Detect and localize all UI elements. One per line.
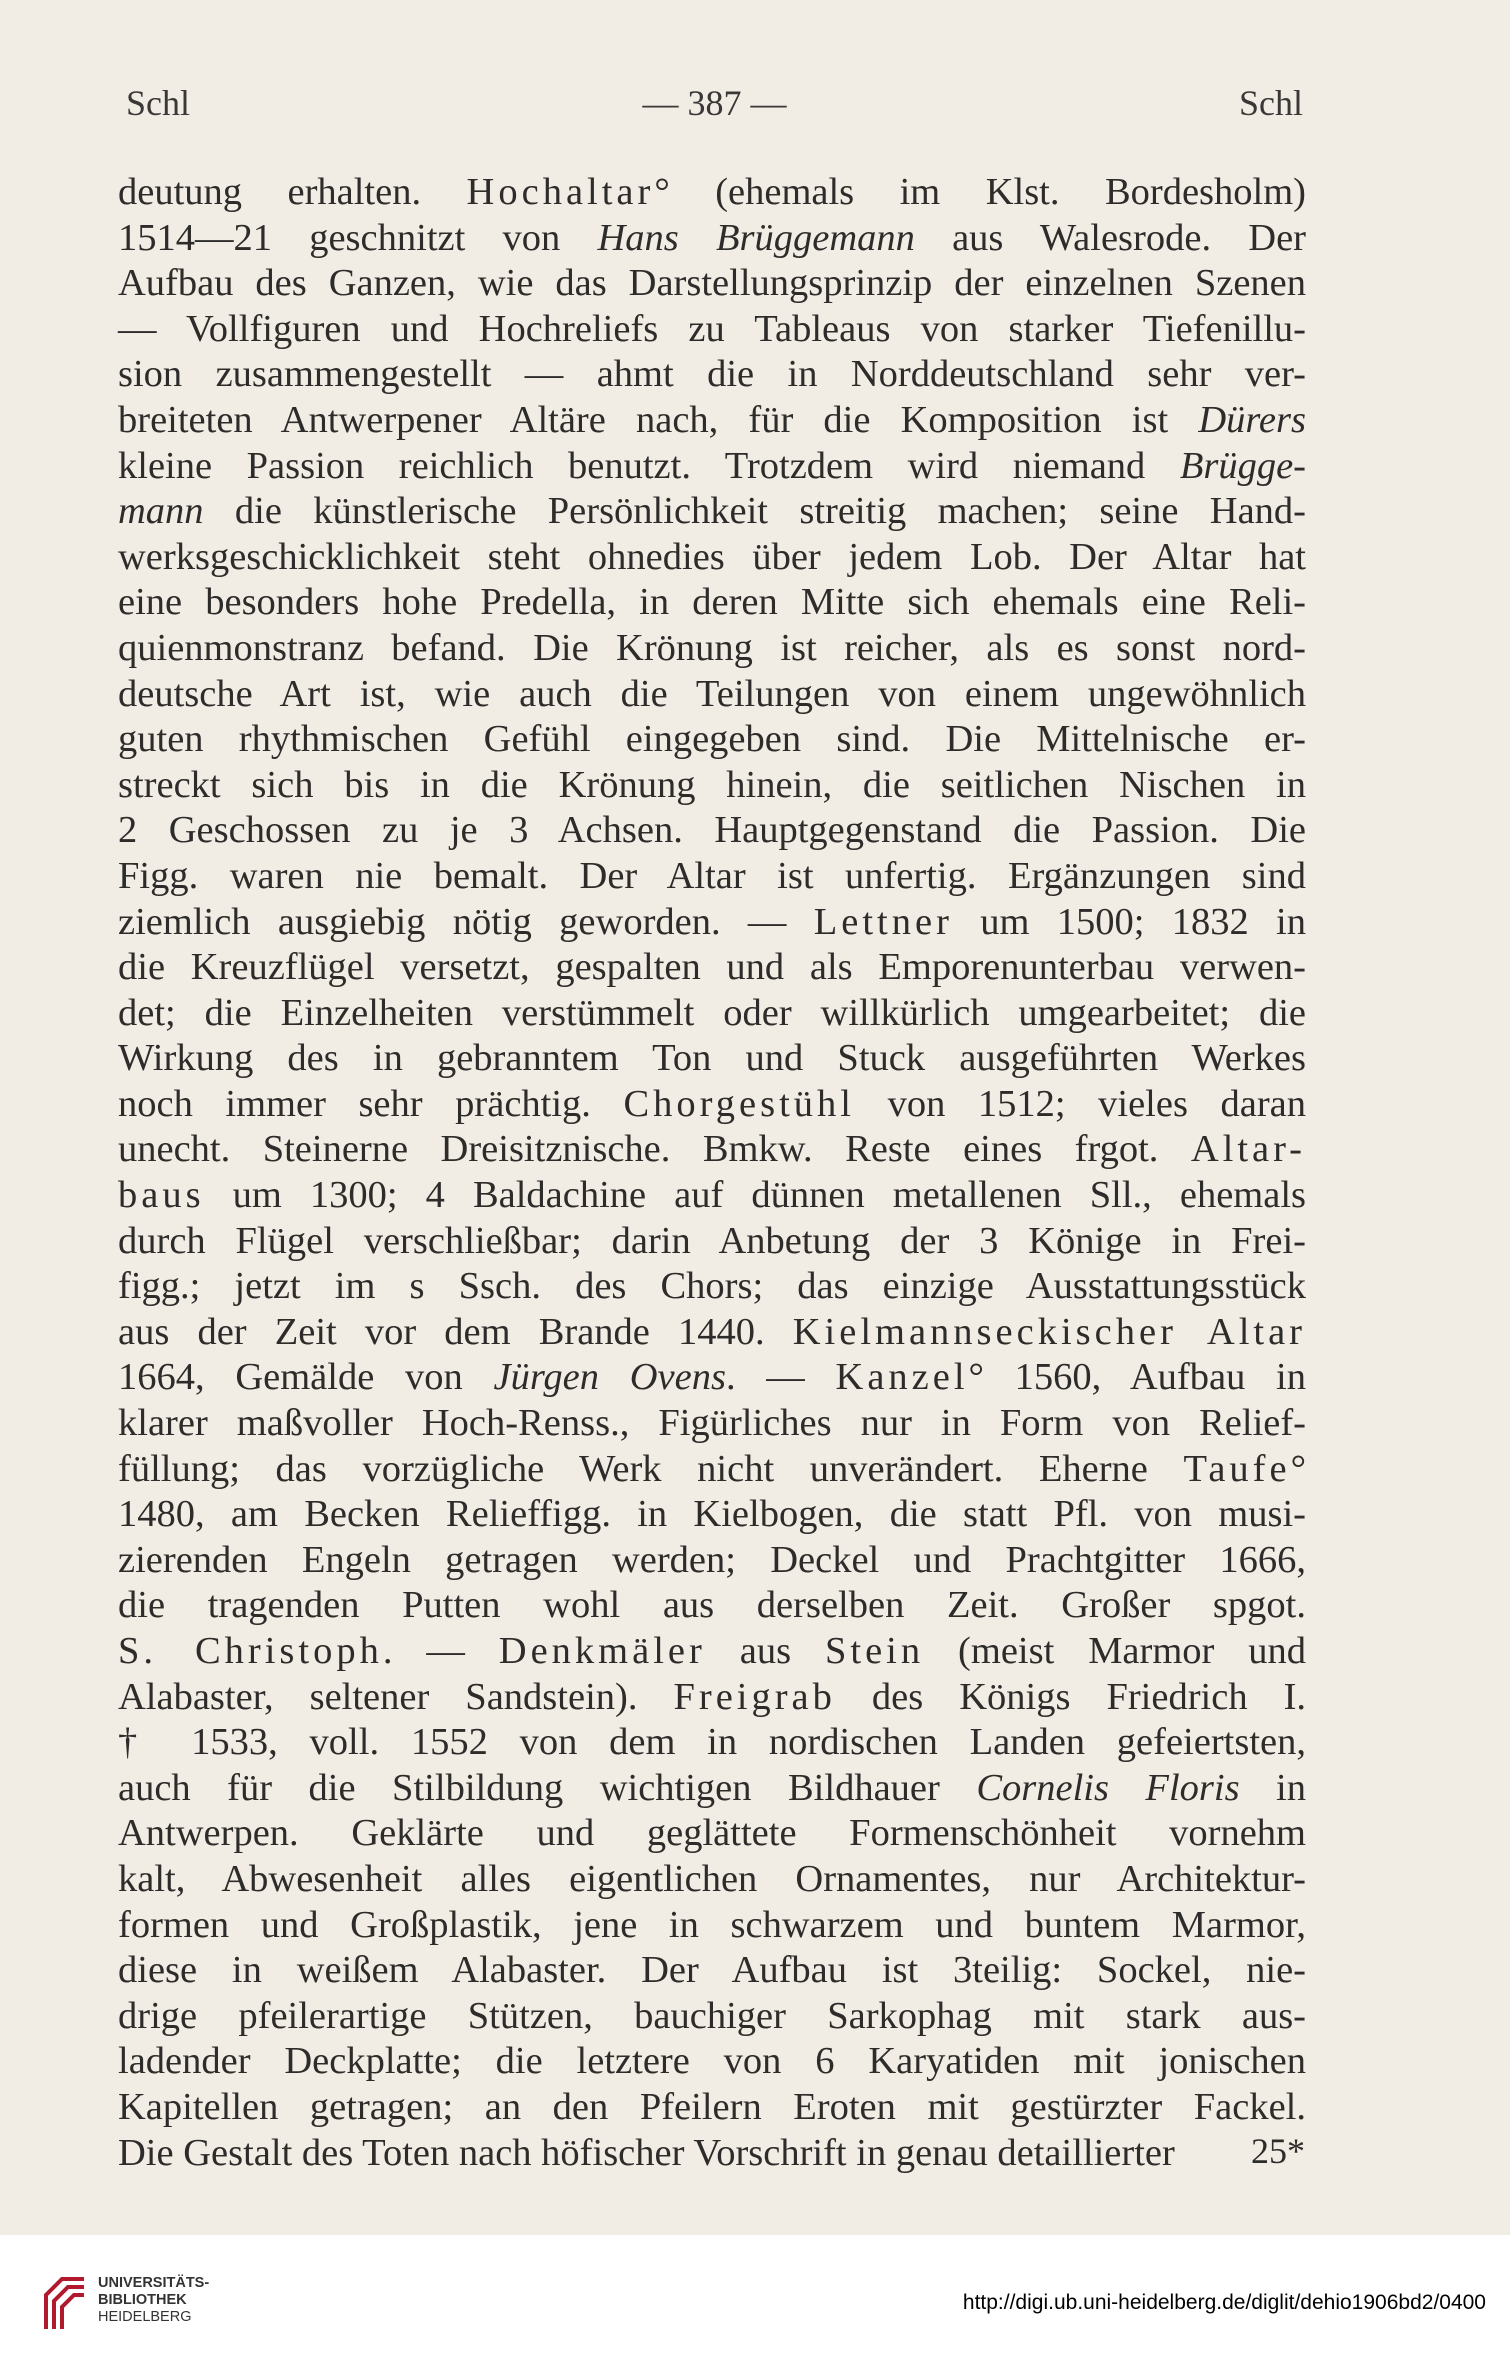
text-line: [118, 717, 1306, 763]
text-run: kalt, Abwesenheit alles eigentlichen Ornamentes, nur Architektur-: [118, 1857, 1306, 1900]
text-line: [118, 1082, 1306, 1128]
text-line: [118, 170, 1306, 216]
text-line: [118, 1811, 1306, 1857]
text-run: aus der Zeit vor dem Brande 1440.: [118, 1310, 793, 1353]
text-run: ladender Deckplatte; die letztere von 6 Karyatiden mit jonischen: [118, 2040, 1306, 2083]
text-line: [118, 580, 1306, 626]
page-header: [126, 82, 1303, 142]
text-run: noch immer sehr prächtig.: [118, 1082, 624, 1125]
text-run: quienmonstranz befand. Die Krönung ist reicher, als es sonst nord-: [118, 626, 1306, 669]
text-line: [118, 1903, 1306, 1949]
text-line: [118, 763, 1306, 809]
text-run: zierenden Engeln getragen werden; Deckel und Prachtgitter 1666,: [118, 1538, 1306, 1581]
text-run: kleine Passion reichlich benutzt. Trotzdem wird niemand: [118, 444, 1180, 487]
artist-name: mann: [118, 490, 204, 533]
text-line: [118, 991, 1306, 1037]
text-line: [118, 1720, 1306, 1766]
text-run: füllung; das vorzügliche Werk nicht unverändert. Eherne: [118, 1447, 1184, 1490]
text-line: [118, 1583, 1306, 1629]
body-text: [118, 170, 1306, 2176]
text-run: 1514—21 geschnitzt von: [118, 216, 598, 259]
spaced-term: Hochaltar: [466, 171, 655, 213]
text-line: [118, 626, 1306, 672]
text-run: deutsche Art ist, wie auch die Teilungen von einem ungewöhnlich: [118, 672, 1306, 715]
text-line: [118, 900, 1306, 946]
text-run: die künstlerische Persönlichkeit streitig machen; seine Hand-: [203, 490, 1306, 533]
text-line: [118, 1310, 1306, 1356]
text-run: — Vollfiguren und Hochreliefs zu Tableaus von starker Tiefenillu-: [118, 307, 1306, 350]
spaced-term: Kielmannseckischer Altar: [792, 1310, 1306, 1353]
text-line: [118, 1766, 1306, 1812]
text-run: um 1500; 1832 in: [952, 900, 1306, 943]
text-run: Wirkung des in gebranntem Ton und Stuck ausgeführten Werkes: [118, 1037, 1306, 1080]
text-line: [118, 444, 1306, 490]
spaced-term: Stein: [824, 1630, 925, 1672]
text-run: des Königs Friedrich I.: [835, 1675, 1307, 1718]
spaced-term: Chorgestühl: [623, 1082, 856, 1125]
text-run: Antwerpen. Geklärte und geglättete Formenschönheit vornehm: [118, 1812, 1306, 1855]
text-line: [118, 2131, 1306, 2177]
text-run: aus Walesrode. Der: [914, 216, 1306, 259]
running-head-right: Schl: [1238, 83, 1303, 123]
text-run: in: [1239, 1766, 1306, 1809]
artist-name: Cornelis Floris: [976, 1766, 1240, 1809]
text-line: [118, 1948, 1306, 1994]
text-run: Aufbau des Ganzen, wie das Darstellungsprinzip der einzelnen Szenen: [118, 262, 1306, 305]
spaced-term: Altar-: [1190, 1128, 1306, 1171]
text-run: ° 1560, Aufbau in: [968, 1356, 1307, 1399]
text-line: [118, 808, 1306, 854]
text-line: [118, 1036, 1306, 1082]
text-line: [118, 1857, 1306, 1903]
text-line: [118, 398, 1306, 444]
text-run: figg.; jetzt im s Ssch. des Chors; das einzige Ausstattungsstück: [118, 1265, 1306, 1308]
artist-name: Dürers: [1198, 398, 1306, 441]
text-run: formen und Großplastik, jene in schwarzem und buntem Marmor,: [118, 1903, 1306, 1946]
artist-name: Jürgen Ovens: [493, 1356, 726, 1399]
text-line: [118, 1675, 1306, 1721]
spaced-term: Kanzel: [835, 1356, 969, 1399]
text-run: . —: [382, 1630, 499, 1672]
text-run: Die Gestalt des Toten nach höfischer Vorschrift in genau detaillierter: [118, 2131, 1175, 2174]
spaced-term: Denkmäler: [498, 1630, 706, 1672]
text-run: Alabaster, seltener Sandstein).: [118, 1675, 674, 1718]
text-run: ziemlich ausgiebig nötig geworden. —: [118, 900, 814, 943]
text-run: die tragenden Putten wohl aus derselben Zeit. Großer spgot.: [118, 1584, 1306, 1627]
text-run: um 1300; 4 Baldachine auf dünnen metallenen Sll., ehemals: [204, 1174, 1306, 1217]
text-line: [118, 307, 1306, 353]
library-name: [98, 2275, 209, 2326]
signature-mark: 25*: [1251, 2131, 1305, 2171]
text-line: [118, 1127, 1306, 1173]
library-name-line: HEIDELBERG: [98, 2309, 192, 2325]
text-run: sion zusammengestellt — ahmt die in Norddeutschland sehr ver-: [118, 353, 1306, 396]
text-run: guten rhythmischen Gefühl eingegeben sind. Die Mittelnische er-: [118, 718, 1306, 761]
text-run: diese in weißem Alabaster. Der Aufbau ist 3teilig: Sockel, nie-: [118, 1949, 1306, 1992]
text-line: [118, 216, 1306, 262]
spaced-term: Freigrab: [673, 1675, 836, 1718]
text-run: durch Flügel verschließbar; darin Anbetung der 3 Könige in Frei-: [118, 1219, 1306, 1262]
text-run: breiteten Antwerpener Altäre nach, für die Komposition ist: [118, 398, 1199, 441]
text-run: streckt sich bis in die Krönung hinein, die seitlichen Nischen in: [118, 763, 1306, 806]
running-head-left: Schl: [126, 83, 191, 123]
footer-bar: [0, 2235, 1510, 2369]
library-name-line: BIBLIOTHEK: [98, 2292, 187, 2308]
text-line: [118, 1538, 1306, 1584]
text-line: [118, 535, 1306, 581]
text-run: Kapitellen getragen; an den Pfeilern Eroten mit gestürzter Fackel.: [118, 2085, 1306, 2128]
text-run: 2 Geschossen zu je 3 Achsen. Hauptgegenstand die Passion. Die: [118, 809, 1306, 852]
text-run: det; die Einzelheiten verstümmelt oder willkürlich umgearbeitet; die: [118, 991, 1306, 1034]
text-line: [118, 489, 1306, 535]
spaced-term: Taufe: [1183, 1447, 1291, 1490]
text-line: [118, 1447, 1306, 1493]
text-run: † 1533, voll. 1552 von dem in nordischen Landen gefeiertsten,: [118, 1721, 1306, 1764]
text-line: [118, 261, 1306, 307]
text-run: 1664, Gemälde von: [118, 1356, 494, 1399]
text-run: ° (ehemals im Klst. Bordesholm): [654, 171, 1306, 213]
text-run: unecht. Steinerne Dreisitznische. Bmkw. Reste eines frgot.: [118, 1128, 1191, 1171]
text-run: eine besonders hohe Predella, in deren Mitte sich ehemals eine Reli-: [118, 581, 1306, 624]
text-run: drige pfeilerartige Stützen, bauchiger Sarkophag mit stark aus-: [118, 1994, 1306, 2037]
text-line: [118, 1994, 1306, 2040]
text-line: [118, 2085, 1306, 2131]
text-line: [118, 945, 1306, 991]
text-run: von 1512; vieles daran: [855, 1082, 1306, 1125]
artist-name: Hans Brüggemann: [597, 216, 915, 259]
library-logo-icon: [40, 2271, 90, 2335]
text-line: [118, 1264, 1306, 1310]
spaced-term: Lettner: [813, 900, 953, 943]
text-line: [118, 672, 1306, 718]
text-run: werksgeschicklichkeit steht ohnedies über jedem Lob. Der Altar hat: [118, 535, 1306, 578]
text-line: [118, 352, 1306, 398]
text-line: [118, 2039, 1306, 2085]
artist-name: Brügge-: [1179, 444, 1306, 487]
text-run: (meist Marmor und: [924, 1630, 1307, 1672]
text-run: auch für die Stilbildung wichtigen Bildhauer: [118, 1766, 977, 1809]
text-run: Figg. waren nie bemalt. Der Altar ist unfertig. Ergänzungen sind: [118, 854, 1306, 897]
text-run: 1480, am Becken Relieffigg. in Kielbogen, die statt Pfl. von musi-: [118, 1493, 1306, 1536]
page-number: — 387 —: [642, 83, 787, 123]
text-line: [118, 1492, 1306, 1538]
text-run: °: [1290, 1447, 1306, 1490]
text-run: klarer maßvoller Hoch-Renss., Figürliches nur in Form von Relief-: [118, 1402, 1306, 1445]
text-run: deutung erhalten.: [118, 171, 467, 213]
text-line: [118, 1401, 1306, 1447]
text-line: [118, 1219, 1306, 1265]
text-line: [118, 1173, 1306, 1219]
text-line: [118, 1355, 1306, 1401]
library-name-line: UNIVERSITÄTS-: [98, 2275, 210, 2291]
text-run: . —: [725, 1356, 836, 1399]
text-run: die Kreuzflügel versetzt, gespalten und als Emporenunterbau verwen-: [118, 946, 1306, 989]
text-line: [118, 1629, 1306, 1675]
text-line: [118, 854, 1306, 900]
source-url-link[interactable]: http://digi.ub.uni-heidelberg.de/diglit/dehio1906bd2/0400: [962, 2291, 1486, 2314]
text-run: aus: [705, 1630, 825, 1672]
spaced-term: baus: [118, 1174, 205, 1217]
spaced-term: S. Christoph: [118, 1630, 383, 1672]
